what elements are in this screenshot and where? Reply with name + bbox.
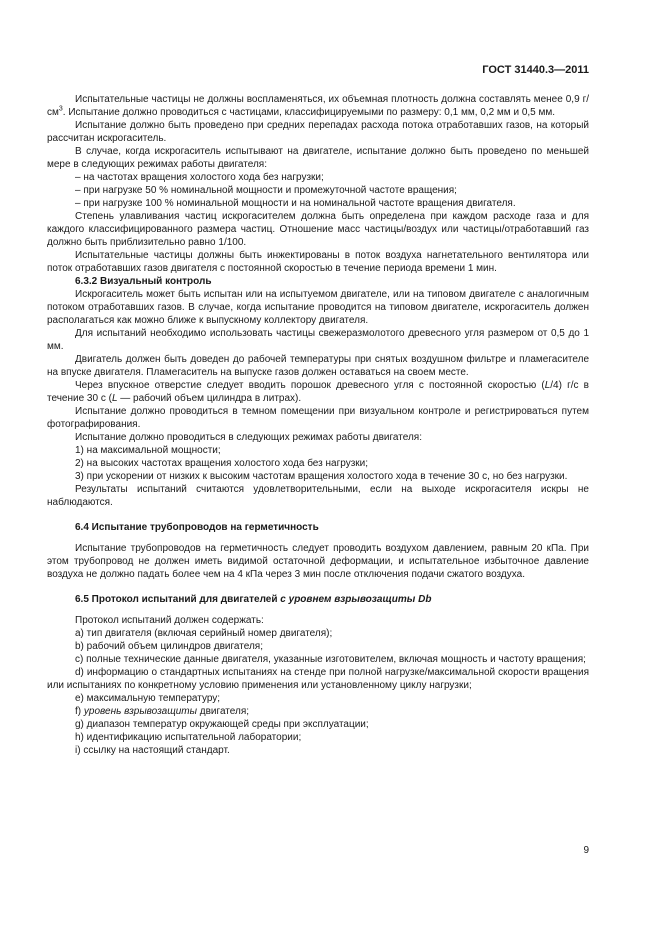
paragraph: Испытание должно быть проведено при средних перепадах расхода потока отработавших газов, на который рассчитан искрогаситель. bbox=[47, 120, 589, 144]
list-item: h) идентификацию испытательной лаборатории; bbox=[75, 732, 302, 743]
page-body bbox=[47, 93, 589, 757]
paragraph: Двигатель должен быть доведен до рабочей температуры при снятых воздушном фильтре и пламегасителе на впуске двигателя. Пламегаситель на выпуске газов должен оставаться на своем месте. bbox=[47, 354, 589, 378]
paragraph: Испытательные частицы должны быть инжектированы в поток воздуха нагнетательного вентилятора или поток отработавших газов двигателя с постоянной скоростью в течение периода времени 1 мин. bbox=[47, 250, 589, 274]
list-item: 2) на высоких частотах вращения холостого хода без нагрузки; bbox=[75, 458, 369, 469]
list-item: f) уровень взрывозащиты двигателя; bbox=[75, 706, 250, 717]
paragraph: В случае, когда искрогаситель испытывают на двигателе, испытание должно быть проведено по меньшей мере в следующих режимах работы двигателя: bbox=[47, 146, 589, 170]
page-number: 9 bbox=[583, 845, 589, 856]
section-heading-6-5: 6.5 Протокол испытаний для двигателей с уровнем взрывозащиты Db bbox=[75, 594, 432, 605]
paragraph: Испытание должно проводиться в следующих режимах работы двигателя: bbox=[75, 432, 422, 443]
paragraph: Степень улавливания частиц искрогасителем должна быть определена при каждом расходе газа и для каждого классифицированного размера частиц. Отношение масс частицы/воздух или частицы/отработавший газ должно быть приблизительно равно 1/100. bbox=[47, 211, 589, 248]
list-item: – при нагрузке 100 % номинальной мощности и на номинальной частоте вращения двигателя. bbox=[75, 198, 516, 209]
list-item: c) полные технические данные двигателя, указанные изготовителем, включая мощность и частоту вращения; bbox=[75, 654, 586, 665]
paragraph: Через впускное отверстие следует вводить порошок древесного угля с постоянной скоростью (L/4) г/с в течение 30 с (L — рабочий объем цилиндра в литрах). bbox=[47, 380, 589, 404]
paragraph: Искрогаситель может быть испытан или на испытуемом двигателе, или на типовом двигателе с аналогичным потоком отработавших газов. В случае, когда испытание проводится на типовом двигателе, искрогаситель должен располагаться как можно ближе к выпускному коллектору двигателя. bbox=[47, 289, 589, 326]
list-item: a) тип двигателя (включая серийный номер двигателя); bbox=[75, 628, 333, 639]
paragraph: Испытание должно проводиться в темном помещении при визуальном контроле и регистрироваться путем фотографирования. bbox=[47, 406, 589, 430]
list-item: g) диапазон температур окружающей среды при эксплуатации; bbox=[75, 719, 369, 730]
section-heading-6-3-2: 6.3.2 Визуальный контроль bbox=[75, 276, 212, 287]
list-item: i) ссылку на настоящий стандарт. bbox=[75, 745, 230, 756]
paragraph: Испытательные частицы не должны воспламеняться, их объемная плотность должна составлять менее 0,9 $г/см^3$. Испытание должно проводиться с частицами, классифицируемыми по размеру: 0,1 мм, 0,2 мм и 0,5 мм. bbox=[47, 94, 589, 118]
section-heading-6-4: 6.4 Испытание трубопроводов на герметичность bbox=[75, 522, 319, 533]
superscript: 3 bbox=[58, 105, 63, 113]
list-item: 1) на максимальной мощности; bbox=[75, 445, 221, 456]
paragraph: Протокол испытаний должен содержать: bbox=[75, 615, 264, 626]
paragraph: Результаты испытаний считаются удовлетворительными, если на выходе искрогасителя искры не наблюдаются. bbox=[47, 484, 589, 508]
list-item: d) информацию о стандартных испытаниях на стенде при полной нагрузке/максимальной скорости вращения или испытаниях по конкретному условию применения или установленному циклу нагрузки; bbox=[47, 667, 589, 691]
list-item: 3) при ускорении от низких к высоким частотам вращения холостого хода в течение 30 с, но без нагрузки. bbox=[75, 471, 568, 482]
paragraph: Испытание трубопроводов на герметичность следует проводить воздухом давлением, равным 20 кПа. При этом трубопровод не должен иметь видимой остаточной деформации, и испытательное избыточное давление воздуха не должно падать более чем на 4 кПа через 3 мин после отключения подачи сжатого воздуха. bbox=[47, 543, 589, 580]
list-item: – при нагрузке 50 % номинальной мощности и промежуточной частоте вращения; bbox=[75, 185, 457, 196]
list-item: – на частотах вращения холостого хода без нагрузки; bbox=[75, 172, 324, 183]
list-item: b) рабочий объем цилиндров двигателя; bbox=[75, 641, 263, 652]
list-item: e) максимальную температуру; bbox=[75, 693, 221, 704]
document-code: ГОСТ 31440.3—2011 bbox=[482, 64, 589, 76]
paragraph: Для испытаний необходимо использовать частицы свежеразмолотого древесного угля размером от 0,5 до 1 мм. bbox=[47, 328, 589, 352]
